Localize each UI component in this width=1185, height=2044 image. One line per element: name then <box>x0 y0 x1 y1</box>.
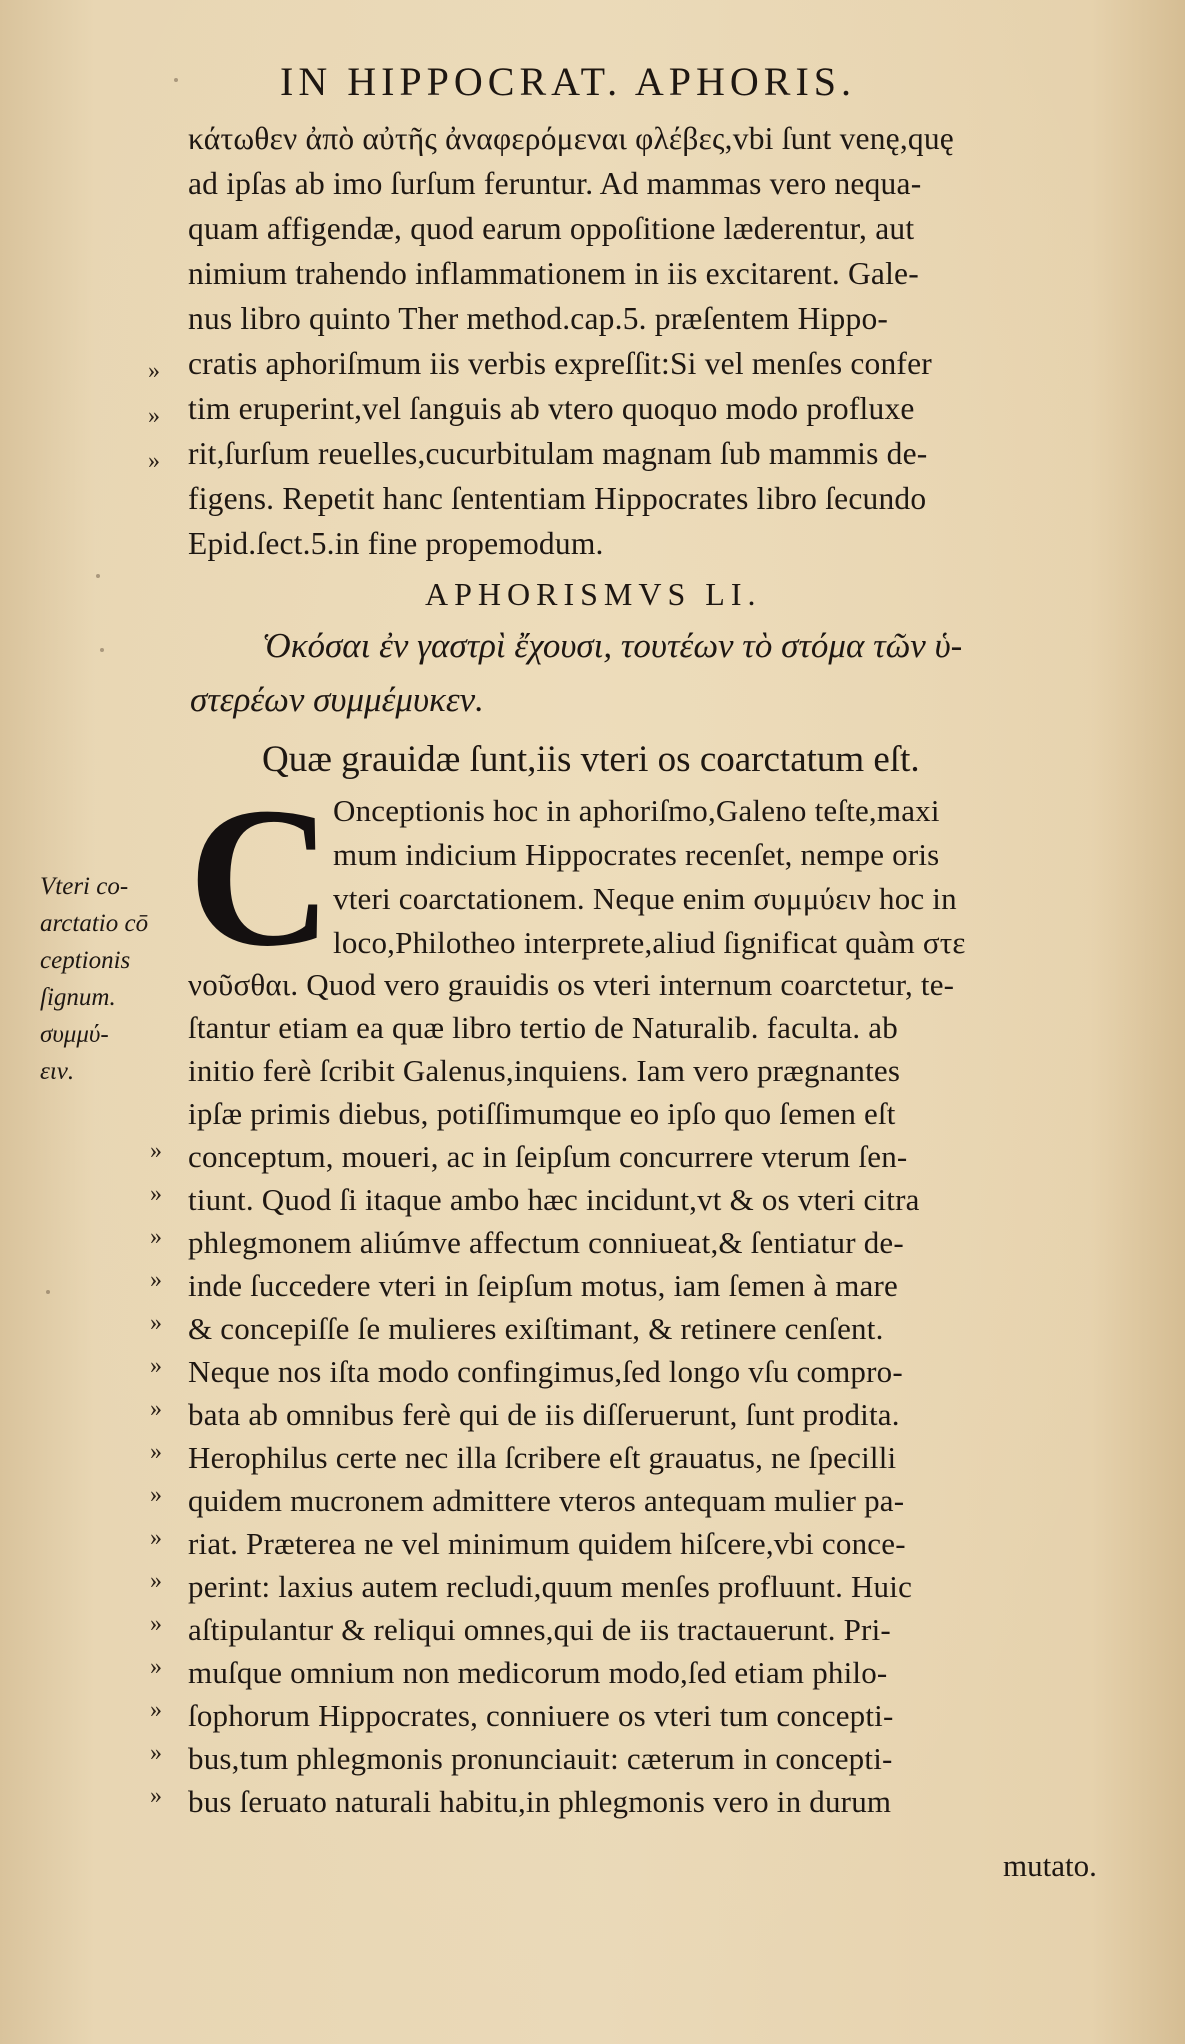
text-line: quam affigendæ, quod earum oppoſitione læderentur, aut <box>188 211 915 246</box>
text-line: & concepiſſe ſe mulieres exiſtimant, & retinere cenſent. <box>188 1311 884 1346</box>
text-line: bus ſeruato naturali habitu,in phlegmonis vero in durum <box>188 1784 892 1819</box>
text-line: Herophilus certe nec illa ſcribere eſt grauatus, ne ſpecilli <box>188 1440 897 1475</box>
text-line: ad ipſas ab imo ſurſum feruntur. Ad mammas vero nequa- <box>188 166 922 201</box>
drop-cap: C <box>188 767 333 988</box>
quote-marker: » <box>150 1525 162 1551</box>
marginal-note-line: arctatio cō <box>40 910 149 937</box>
quote-marker: » <box>150 1654 162 1680</box>
quote-marker: » <box>148 358 160 384</box>
text-line: riat. Præterea ne vel minimum quidem hiſcere,vbi conce- <box>188 1526 906 1561</box>
quote-marker: » <box>150 1783 162 1809</box>
quote-marker: » <box>150 1740 162 1766</box>
text-line: muſque omnium non medicorum modo,ſed etiam philo- <box>188 1655 888 1690</box>
text-line: nimium trahendo inflammationem in iis excitarent. Gale- <box>188 256 919 291</box>
quote-marker: » <box>150 1439 162 1465</box>
quote-marker: » <box>150 1181 162 1207</box>
marginal-note-line: ſignum. <box>40 984 116 1011</box>
text-line: bata ab omnibus ferè qui de iis diſſeruerunt, ſunt prodita. <box>188 1397 900 1432</box>
greek-aphorism-line: στερέων συμμέμυκεν. <box>190 680 484 719</box>
quote-marker: » <box>150 1568 162 1594</box>
text-line: vteri coarctationem. Neque enim συμμύειν hoc in <box>333 881 957 916</box>
quote-marker: » <box>150 1482 162 1508</box>
quote-marker: » <box>150 1310 162 1336</box>
marginal-note <box>40 868 148 1090</box>
quote-marker: » <box>150 1611 162 1637</box>
text-line: tiunt. Quod ſi itaque ambo hæc incidunt,vt & os vteri citra <box>188 1182 920 1217</box>
text-line: mum indicium Hippocrates recenſet, nempe oris <box>333 837 940 872</box>
marginal-note-line: Vteri co- <box>40 873 129 900</box>
text-line: κάτωθεν ἀπὸ αὐτῆς ἀναφερόμεναι φλέβες,vbi ſunt venę,quę <box>188 121 954 156</box>
running-head: IN HIPPOCRAT. APHORIS. <box>280 59 857 104</box>
quote-marker: » <box>150 1138 162 1164</box>
text-line: tim eruperint,vel ſanguis ab vtero quoquo modo profluxe <box>188 391 915 426</box>
text-line: figens. Repetit hanc ſententiam Hippocrates libro ſecundo <box>188 481 927 516</box>
latin-aphorism: Quæ grauidæ ſunt,iis vteri os coarctatum eſt. <box>262 739 920 780</box>
quote-marker: » <box>150 1697 162 1723</box>
marginal-note-line: ceptionis <box>40 947 131 974</box>
paper-speck <box>100 648 104 652</box>
quote-marker: » <box>150 1224 162 1250</box>
quote-marker: » <box>148 448 160 474</box>
catchword: mutato. <box>1003 1848 1097 1883</box>
text-line: conceptum, moueri, ac in ſeipſum concurrere vterum ſen- <box>188 1139 908 1174</box>
text-line: aſtipulantur & reliqui omnes,qui de iis tractauerunt. Pri- <box>188 1612 891 1647</box>
text-line: phlegmonem aliúmve affectum conniueat,& ſentiatur de- <box>188 1225 904 1260</box>
text-line: νοῦσθαι. Quod vero grauidis os vteri internum coarctetur, te- <box>188 967 955 1002</box>
quote-marker: » <box>148 403 160 429</box>
text-line: Neque nos iſta modo confingimus,ſed longo vſu compro- <box>188 1354 903 1389</box>
text-line: ipſæ primis diebus, potiſſimumque eo ipſo quo ſemen eſt <box>188 1096 896 1131</box>
aphorism-heading: APHORISMVS LI. <box>425 576 762 612</box>
paper-speck <box>96 574 100 578</box>
marginal-note-line: συμμύ- <box>40 1021 109 1048</box>
text-line: ſophorum Hippocrates, conniuere os vteri tum concepti- <box>188 1698 894 1733</box>
greek-aphorism-line: Ὁκόσαι ἐν γαστρὶ ἔχουσι, τουτέων τὸ στόμα τῶν ὑ- <box>262 626 963 665</box>
text-line: perint: laxius autem recludi,quum menſes profluunt. Huic <box>188 1569 913 1604</box>
marginal-note-line: ειν. <box>40 1058 75 1085</box>
text-line: initio ferè ſcribit Galenus,inquiens. Iam vero prægnantes <box>188 1053 901 1088</box>
paper-speck <box>46 1290 50 1294</box>
quote-marker: » <box>150 1267 162 1293</box>
text-line: rit,ſurſum reuelles,cucurbitulam magnam ſub mammis de- <box>188 436 928 471</box>
quote-marker: » <box>150 1396 162 1422</box>
text-line: inde ſuccedere vteri in ſeipſum motus, iam ſemen à mare <box>188 1268 898 1303</box>
text-line: cratis aphoriſmum iis verbis expreſſit:Si vel menſes confer <box>188 346 932 381</box>
text-line: ſtantur etiam ea quæ libro tertio de Naturalib. faculta. ab <box>188 1010 898 1045</box>
text-line: loco,Philotheo interprete,aliud ſignificat quàm στε <box>333 925 966 960</box>
text-line: bus,tum phlegmonis pronunciauit: cæterum in concepti- <box>188 1741 893 1776</box>
text-line: nus libro quinto Ther method.cap.5. præſentem Hippo- <box>188 301 889 336</box>
text-line: Epid.ſect.5.in fine propemodum. <box>188 526 604 561</box>
paper-speck <box>174 78 178 82</box>
text-line: Onceptionis hoc in aphoriſmo,Galeno teſte,maxi <box>333 793 940 828</box>
text-line: quidem mucronem admittere vteros antequam mulier pa- <box>188 1483 905 1518</box>
quote-marker: » <box>150 1353 162 1379</box>
